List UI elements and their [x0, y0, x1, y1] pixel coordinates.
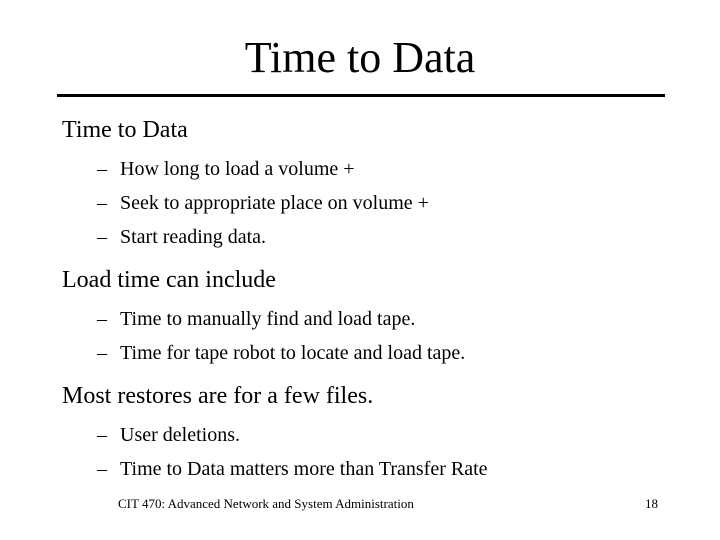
dash-marker: –: [97, 192, 107, 214]
bullet-restores: Most restores are for a few files.: [62, 383, 374, 409]
list-item-text: Start reading data.: [120, 226, 267, 248]
list-item-text: User deletions.: [120, 424, 240, 446]
list-item-text: Time for tape robot to locate and load tape.: [120, 342, 466, 364]
list-item: [97, 336, 702, 370]
list-item-text: Time to Data matters more than Transfer Rate: [120, 458, 488, 480]
sub-list-restores: [62, 418, 702, 486]
list-item: [97, 302, 702, 336]
footer-course-name: CIT 470: Advanced Network and System Administration: [118, 496, 414, 511]
dash-marker: –: [97, 158, 107, 180]
list-item: [97, 220, 702, 254]
dash-marker: –: [97, 308, 107, 330]
dash-marker: –: [97, 342, 107, 364]
list-item: [97, 186, 702, 220]
title-divider: [57, 94, 665, 97]
bullet-load-time: Load time can include: [62, 267, 276, 293]
page-number: 18: [645, 496, 658, 511]
list-item-text: How long to load a volume +: [120, 158, 355, 180]
sub-list-load-time: [62, 302, 702, 370]
slide-title: Time to Data: [244, 33, 476, 82]
list-item-text: Seek to appropriate place on volume +: [120, 192, 429, 214]
list-item: [97, 418, 702, 452]
dash-marker: –: [97, 424, 107, 446]
list-item: [97, 152, 702, 186]
sub-list-time-to-data: [62, 152, 702, 254]
dash-marker: –: [97, 458, 107, 480]
list-item: [97, 452, 702, 486]
dash-marker: –: [97, 226, 107, 248]
bullet-time-to-data: Time to Data: [62, 117, 188, 143]
slide-body: [62, 114, 702, 496]
list-item-text: Time to manually find and load tape.: [120, 308, 416, 330]
